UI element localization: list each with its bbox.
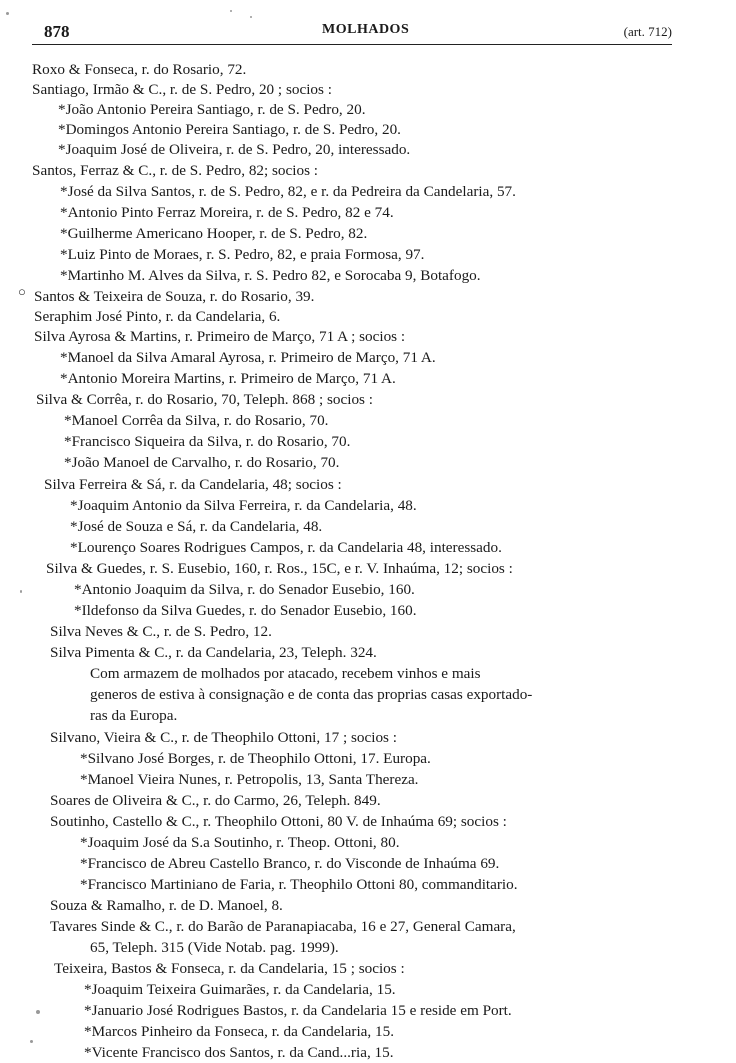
print-speck	[30, 1040, 33, 1043]
entry-line: *Vicente Francisco dos Santos, r. da Cand...ria, 15.	[84, 1044, 394, 1061]
entry-line: *João Antonio Pereira Santiago, r. de S. Pedro, 20.	[58, 101, 366, 118]
entry-line: *Januario José Rodrigues Bastos, r. da Candelaria 15 e reside em Port.	[84, 1002, 512, 1019]
entry-line: Santos, Ferraz & C., r. de S. Pedro, 82; socios :	[32, 162, 319, 179]
entry-line: 65, Teleph. 315 (Vide Notab. pag. 1999).	[90, 939, 339, 956]
entry-line: Teixeira, Bastos & Fonseca, r. da Candelaria, 15 ; socios :	[54, 960, 405, 977]
entry-line: *Martinho M. Alves da Silva, r. S. Pedro 82, e Sorocaba 9, Botafogo.	[60, 267, 481, 284]
entry-line: *Guilherme Americano Hooper, r. de S. Pedro, 82.	[60, 225, 368, 242]
entry-line: Silva Pimenta & C., r. da Candelaria, 23, Teleph. 324.	[50, 644, 377, 661]
article-reference: (art. 712)	[623, 24, 672, 39]
entry-line: Santiago, Irmão & C., r. de S. Pedro, 20 ; socios :	[32, 81, 332, 98]
entry-line: *Luiz Pinto de Moraes, r. S. Pedro, 82, e praia Formosa, 97.	[60, 246, 425, 263]
print-speck	[250, 16, 252, 18]
entry-line: *Manoel da Silva Amaral Ayrosa, r. Primeiro de Março, 71 A.	[60, 349, 436, 366]
entry-line: *Domingos Antonio Pereira Santiago, r. de S. Pedro, 20.	[58, 121, 401, 138]
entry-line: *Antonio Joaquim da Silva, r. do Senador Eusebio, 160.	[74, 581, 415, 598]
entry-line: *Marcos Pinheiro da Fonseca, r. da Candelaria, 15.	[84, 1023, 394, 1040]
entry-line: *Joaquim Antonio da Silva Ferreira, r. da Candelaria, 48.	[70, 497, 417, 514]
page-header	[32, 18, 672, 45]
print-speck	[36, 1010, 40, 1014]
entry-line: Silva & Corrêa, r. do Rosario, 70, Teleph. 868 ; socios :	[36, 391, 373, 408]
entry-line: *Francisco de Abreu Castello Branco, r. do Visconde de Inhaúma 69.	[80, 855, 500, 872]
print-speck	[6, 12, 9, 15]
margin-circle-mark: ○	[18, 284, 26, 299]
page-number: 878	[44, 22, 70, 41]
entry-line: Souza & Ramalho, r. de D. Manoel, 8.	[50, 897, 283, 914]
print-speck	[230, 10, 232, 12]
section-title: MOLHADOS	[322, 22, 410, 37]
entry-line: Silva & Guedes, r. S. Eusebio, 160, r. Ros., 15C, e r. V. Inhaúma, 12; socios :	[46, 560, 513, 577]
entry-line: Silvano, Vieira & C., r. de Theophilo Ottoni, 17 ; socios :	[50, 729, 397, 746]
entry-line: Santos & Teixeira de Souza, r. do Rosario, 39.	[34, 288, 315, 305]
entry-line: ras da Europa.	[90, 707, 178, 724]
entry-line: Seraphim José Pinto, r. da Candelaria, 6.	[34, 308, 281, 325]
entry-line: Silva Neves & C., r. de S. Pedro, 12.	[50, 623, 272, 640]
entry-line: generos de estiva à consignação e de conta das proprias casas exportado-	[90, 686, 533, 703]
entry-line: *Ildefonso da Silva Guedes, r. do Senador Eusebio, 160.	[74, 602, 417, 619]
entry-line: *Lourenço Soares Rodrigues Campos, r. da Candelaria 48, interessado.	[70, 539, 502, 556]
entry-line: Soares de Oliveira & C., r. do Carmo, 26, Teleph. 849.	[50, 792, 381, 809]
entry-line: *Francisco Martiniano de Faria, r. Theophilo Ottoni 80, commanditario.	[80, 876, 518, 893]
entry-line: Roxo & Fonseca, r. do Rosario, 72.	[32, 61, 247, 78]
entry-line: Silva Ayrosa & Martins, r. Primeiro de Março, 71 A ; socios :	[34, 328, 406, 345]
entry-line: Silva Ferreira & Sá, r. da Candelaria, 48; socios :	[44, 476, 342, 493]
entry-line: *Joaquim José da S.a Soutinho, r. Theop. Ottoni, 80.	[80, 834, 400, 851]
entry-line: Com armazem de molhados por atacado, recebem vinhos e mais	[90, 665, 481, 682]
entry-line: Tavares Sinde & C., r. do Barão de Paranapiacaba, 16 e 27, General Camara,	[50, 918, 516, 935]
entry-line: *Francisco Siqueira da Silva, r. do Rosario, 70.	[64, 433, 351, 450]
entry-line: *Silvano José Borges, r. de Theophilo Ottoni, 17. Europa.	[80, 750, 431, 767]
entry-line: *Manoel Corrêa da Silva, r. do Rosario, 70.	[64, 412, 329, 429]
entry-line: *Manoel Vieira Nunes, r. Petropolis, 13, Santa Thereza.	[80, 771, 419, 788]
entry-line: *Joaquim José de Oliveira, r. de S. Pedro, 20, interessado.	[58, 141, 411, 158]
entry-line: *Antonio Pinto Ferraz Moreira, r. de S. Pedro, 82 e 74.	[60, 204, 394, 221]
entry-line: *José da Silva Santos, r. de S. Pedro, 82, e r. da Pedreira da Candelaria, 57.	[60, 183, 516, 200]
entry-line: *Antonio Moreira Martins, r. Primeiro de Março, 71 A.	[60, 370, 396, 387]
entry-line: Soutinho, Castello & C., r. Theophilo Ottoni, 80 V. de Inhaúma 69; socios :	[50, 813, 507, 830]
entry-line: *João Manoel de Carvalho, r. do Rosario, 70.	[64, 454, 340, 471]
entry-line: *Joaquim Teixeira Guimarães, r. da Candelaria, 15.	[84, 981, 396, 998]
print-speck	[20, 590, 22, 593]
entry-line: *José de Souza e Sá, r. da Candelaria, 48.	[70, 518, 323, 535]
